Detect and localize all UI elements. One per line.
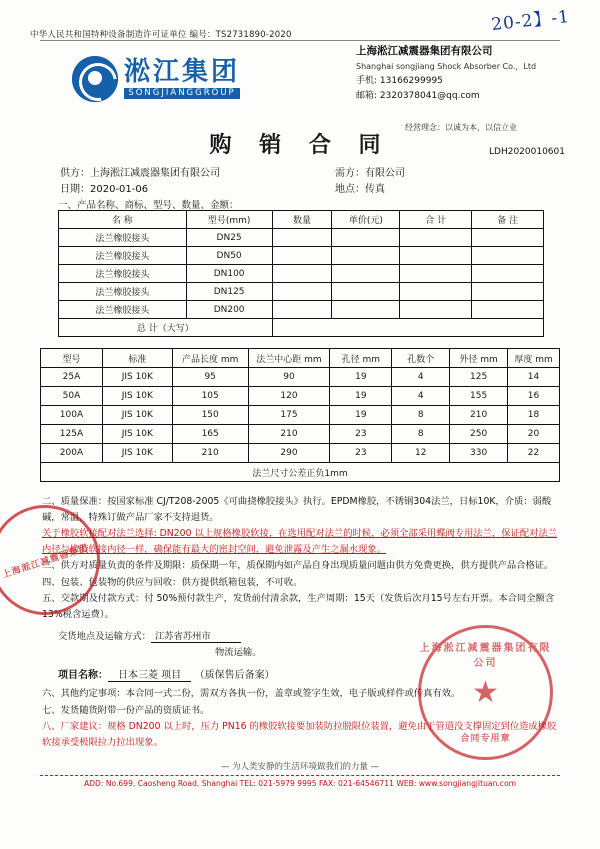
clause-3: 三、供方对质量负责的条件及期限：质保期一年，质保期内如产品自身出现质量问题由供方免费更换，供方提供产品合格证。	[42, 560, 554, 571]
cell-outer-dia: 125	[450, 368, 508, 387]
clause-8-highlight: 八、厂家建议：规格 DN200 以上时，压力 PN16 的橡胶软接要加装防拉脱限位装置，避免由于管道没支撑固定到位造成橡胶软接承受极限拉力拉出现象。	[42, 721, 557, 748]
cell-total	[400, 283, 472, 301]
cell-name: 法兰橡胶接头	[59, 229, 187, 247]
cell-model: DN50	[186, 247, 272, 265]
cell-length: 165	[172, 425, 248, 444]
specs-footnote: 法兰尺寸公差正负1mm	[41, 463, 560, 482]
table-row	[41, 368, 560, 387]
supplier-label: 供方：	[60, 168, 90, 179]
table-row	[59, 283, 544, 301]
table-row	[59, 301, 544, 319]
cell-total	[400, 229, 472, 247]
place-row	[335, 180, 385, 195]
cell-standard: JIS 10K	[102, 425, 172, 444]
cell-hole-dia: 23	[330, 425, 392, 444]
col-flange-center: 法兰中心距 mm	[248, 349, 330, 368]
document-number: LDH2020010601	[489, 147, 565, 157]
logo-text-cn: 淞江集团	[124, 57, 241, 88]
clause-5: 五、交款期及付款方式：付 50%预付款生产，发货前付清余款，生产周期：15天（发货后次月15号左右开票。本合同全额含 13%税含运费）。	[42, 593, 555, 620]
clause-6: 六、其他约定事项：本合同一式二份，需双方各执一份，盖章或签字生效，电子版或样件或传真有效。	[42, 688, 461, 699]
cell-thickness: 16	[508, 387, 560, 406]
cell-flange-center: 210	[248, 425, 330, 444]
stamp-company-text: 上海淞江减震器集团有限公司	[419, 643, 552, 669]
cell-outer-dia: 210	[450, 406, 508, 425]
cell-standard: JIS 10K	[102, 406, 172, 425]
logo-swirl-icon	[72, 56, 118, 102]
table-row	[41, 406, 560, 425]
email-value: 2320378041@qq.com	[379, 91, 480, 101]
buyer-label: 需方：	[335, 168, 365, 179]
footer-address: ADD: No.699, Caosheng Road, Shanghai TEL: 021-5979 9995 FAX: 021-64546711 WEB: www.songjiangjituan.com	[83, 779, 517, 788]
clause-4: 四、包装、包装物的供应与回收：供方提供纸箱包装，不可收。	[42, 576, 303, 588]
buyer-value: 有限公司	[365, 168, 405, 179]
cell-flange-center: 90	[248, 368, 330, 387]
delivery-value: 江苏省苏州市	[151, 631, 241, 643]
col-price: 单价(元)	[332, 211, 400, 229]
products-table	[58, 210, 544, 337]
cell-model: DN125	[186, 283, 272, 301]
cell-thickness: 20	[508, 425, 560, 444]
cell-remark	[472, 229, 544, 247]
cell-remark	[472, 301, 544, 319]
project-row	[58, 666, 275, 681]
cell-hole-count: 4	[392, 368, 450, 387]
project-label: 项目名称：	[58, 670, 108, 681]
date-row	[60, 180, 148, 195]
cell-remark	[472, 265, 544, 283]
cell-qty	[272, 265, 332, 283]
cell-hole-dia: 19	[330, 368, 392, 387]
cell-name: 法兰橡胶接头	[59, 283, 187, 301]
company-name-en: Shanghai songjiang Shock Absorber Co.，Ltd	[356, 62, 537, 71]
cell-model: 125A	[41, 425, 103, 444]
mobile-value: 13166299995	[379, 76, 443, 86]
col-remark: 备 注	[472, 211, 544, 229]
cell-standard: JIS 10K	[102, 444, 172, 463]
section-1-title: 一、产品名称、商标、型号、数量、金额：	[58, 200, 239, 211]
cell-model: 25A	[41, 368, 103, 387]
cell-hole-count: 8	[392, 406, 450, 425]
table-row	[41, 425, 560, 444]
cell-length: 210	[172, 444, 248, 463]
project-value: 日本三菱 项目	[108, 670, 191, 682]
table-header-row	[41, 349, 560, 368]
cell-remark	[472, 283, 544, 301]
handwritten-note: 20-2】-1	[490, 6, 572, 36]
logo-text-en: SONGJIANGGROUP	[124, 88, 240, 99]
cell-price	[332, 265, 400, 283]
col-name: 名 称	[59, 211, 187, 229]
cell-qty	[272, 283, 332, 301]
cell-name: 法兰橡胶接头	[59, 301, 187, 319]
cell-name: 法兰橡胶接头	[59, 247, 187, 265]
permit-line: 中华人民共和国特种设备制造许可证单位 编号：TS2731890-2020	[30, 30, 292, 40]
cell-standard: JIS 10K	[102, 387, 172, 406]
cell-length: 105	[172, 387, 248, 406]
clause-7: 七、发货随货附带一份产品的资质证书。	[42, 704, 210, 716]
col-thickness: 厚度 mm	[508, 349, 560, 368]
table-header-row	[59, 211, 544, 229]
cell-outer-dia: 155	[450, 387, 508, 406]
col-model: 型号(mm)	[186, 211, 272, 229]
page-title: 购 销 合 同	[209, 132, 391, 158]
header-divider	[40, 40, 560, 41]
cell-length: 150	[172, 406, 248, 425]
cell-total	[400, 301, 472, 319]
cell-hole-count: 8	[392, 425, 450, 444]
col-standard: 标准	[102, 349, 172, 368]
stamp-left-text: 上海淞江减震器集团	[1, 542, 90, 581]
cell-thickness: 18	[508, 406, 560, 425]
clause-list	[42, 494, 562, 623]
delivery-label: 交货地点及运输方式：	[58, 631, 151, 642]
cell-model: 100A	[41, 406, 103, 425]
col-qty: 数量	[272, 211, 332, 229]
cell-flange-center: 120	[248, 387, 330, 406]
buyer-row	[335, 164, 405, 179]
col-outer-dia: 外径 mm	[450, 349, 508, 368]
cell-length: 95	[172, 368, 248, 387]
cell-hole-dia: 19	[330, 387, 392, 406]
cell-qty	[272, 247, 332, 265]
cell-hole-dia: 23	[330, 444, 392, 463]
cell-flange-center: 175	[248, 406, 330, 425]
delivery-row	[58, 628, 241, 642]
cell-total	[400, 247, 472, 265]
cell-hole-count: 12	[392, 444, 450, 463]
cell-model: DN200	[186, 301, 272, 319]
mobile-label: 手机:	[356, 76, 378, 86]
cell-flange-center: 290	[248, 444, 330, 463]
col-hole-dia: 孔径 mm	[330, 349, 392, 368]
stamp-purpose-text: 合同专用章	[460, 734, 511, 744]
cell-price	[332, 283, 400, 301]
table-footnote-row	[41, 463, 560, 482]
cell-price	[332, 301, 400, 319]
cell-standard: JIS 10K	[102, 368, 172, 387]
cell-model: 50A	[41, 387, 103, 406]
table-total-row	[59, 319, 544, 337]
company-contact-block	[356, 44, 536, 104]
cell-hole-dia: 19	[330, 406, 392, 425]
logistics-note: 物流运输。	[215, 647, 262, 658]
cell-price	[332, 229, 400, 247]
company-logo	[72, 56, 240, 102]
col-hole-count: 孔数个	[392, 349, 450, 368]
place-label: 地点：	[335, 184, 365, 195]
date-label: 日期：	[60, 184, 90, 195]
total-label: 总 计（大写）	[59, 319, 273, 337]
company-motto: 经营理念：以诚为本，以信立业	[405, 123, 517, 132]
supplier-row	[60, 164, 220, 179]
clause-2b-highlight: 关于橡胶软接配对法兰选择: DN200 以上规格橡胶软接，在选用配对法兰的时候，必须全部采用蝶阀专用法兰，保证配对法兰内径与橡胶软接内径一样，确保能有最大的密封空间，避免泄露及产生之漏水现象。	[42, 528, 558, 555]
place-value: 传真	[365, 184, 385, 195]
total-value	[272, 319, 543, 337]
company-seal-stamp	[418, 625, 553, 760]
specs-table	[40, 348, 560, 482]
company-name-cn: 上海淞江减震器集团有限公司	[356, 45, 493, 57]
project-note: （质保售后备案）	[194, 670, 275, 681]
cell-qty	[272, 301, 332, 319]
table-row	[59, 247, 544, 265]
cell-thickness: 22	[508, 444, 560, 463]
cell-model: DN100	[186, 265, 272, 283]
table-row	[59, 265, 544, 283]
cell-outer-dia: 330	[450, 444, 508, 463]
cell-remark	[472, 247, 544, 265]
cell-price	[332, 247, 400, 265]
clause-2: 二、质量保准：按国家标准 CJ/T208-2005《可曲挠橡胶接头》执行。EPDM橡胶，不锈钢304法兰，日标10K，介质：弱酸碱，常温，特殊订做产品厂家不支持退货。	[42, 496, 552, 523]
cell-hole-count: 4	[392, 387, 450, 406]
cell-thickness: 14	[508, 368, 560, 387]
col-model: 型号	[41, 349, 103, 368]
cell-model: 200A	[41, 444, 103, 463]
cell-total	[400, 265, 472, 283]
cell-outer-dia: 250	[450, 425, 508, 444]
cell-model: DN25	[186, 229, 272, 247]
table-row	[59, 229, 544, 247]
star-icon: ★	[472, 674, 499, 710]
email-label: 邮箱:	[356, 91, 378, 101]
footer-divider	[40, 775, 560, 776]
col-length: 产品长度 mm	[172, 349, 248, 368]
date-value: 2020-01-06	[90, 184, 149, 195]
table-row	[41, 444, 560, 463]
col-total: 合 计	[400, 211, 472, 229]
supplier-value: 上海淞江减震器集团有限公司	[90, 168, 220, 179]
cell-name: 法兰橡胶接头	[59, 265, 187, 283]
footer-slogan: — 为人类安静的生活环境做我们的力量 —	[220, 762, 380, 772]
table-row	[41, 387, 560, 406]
cell-qty	[272, 229, 332, 247]
